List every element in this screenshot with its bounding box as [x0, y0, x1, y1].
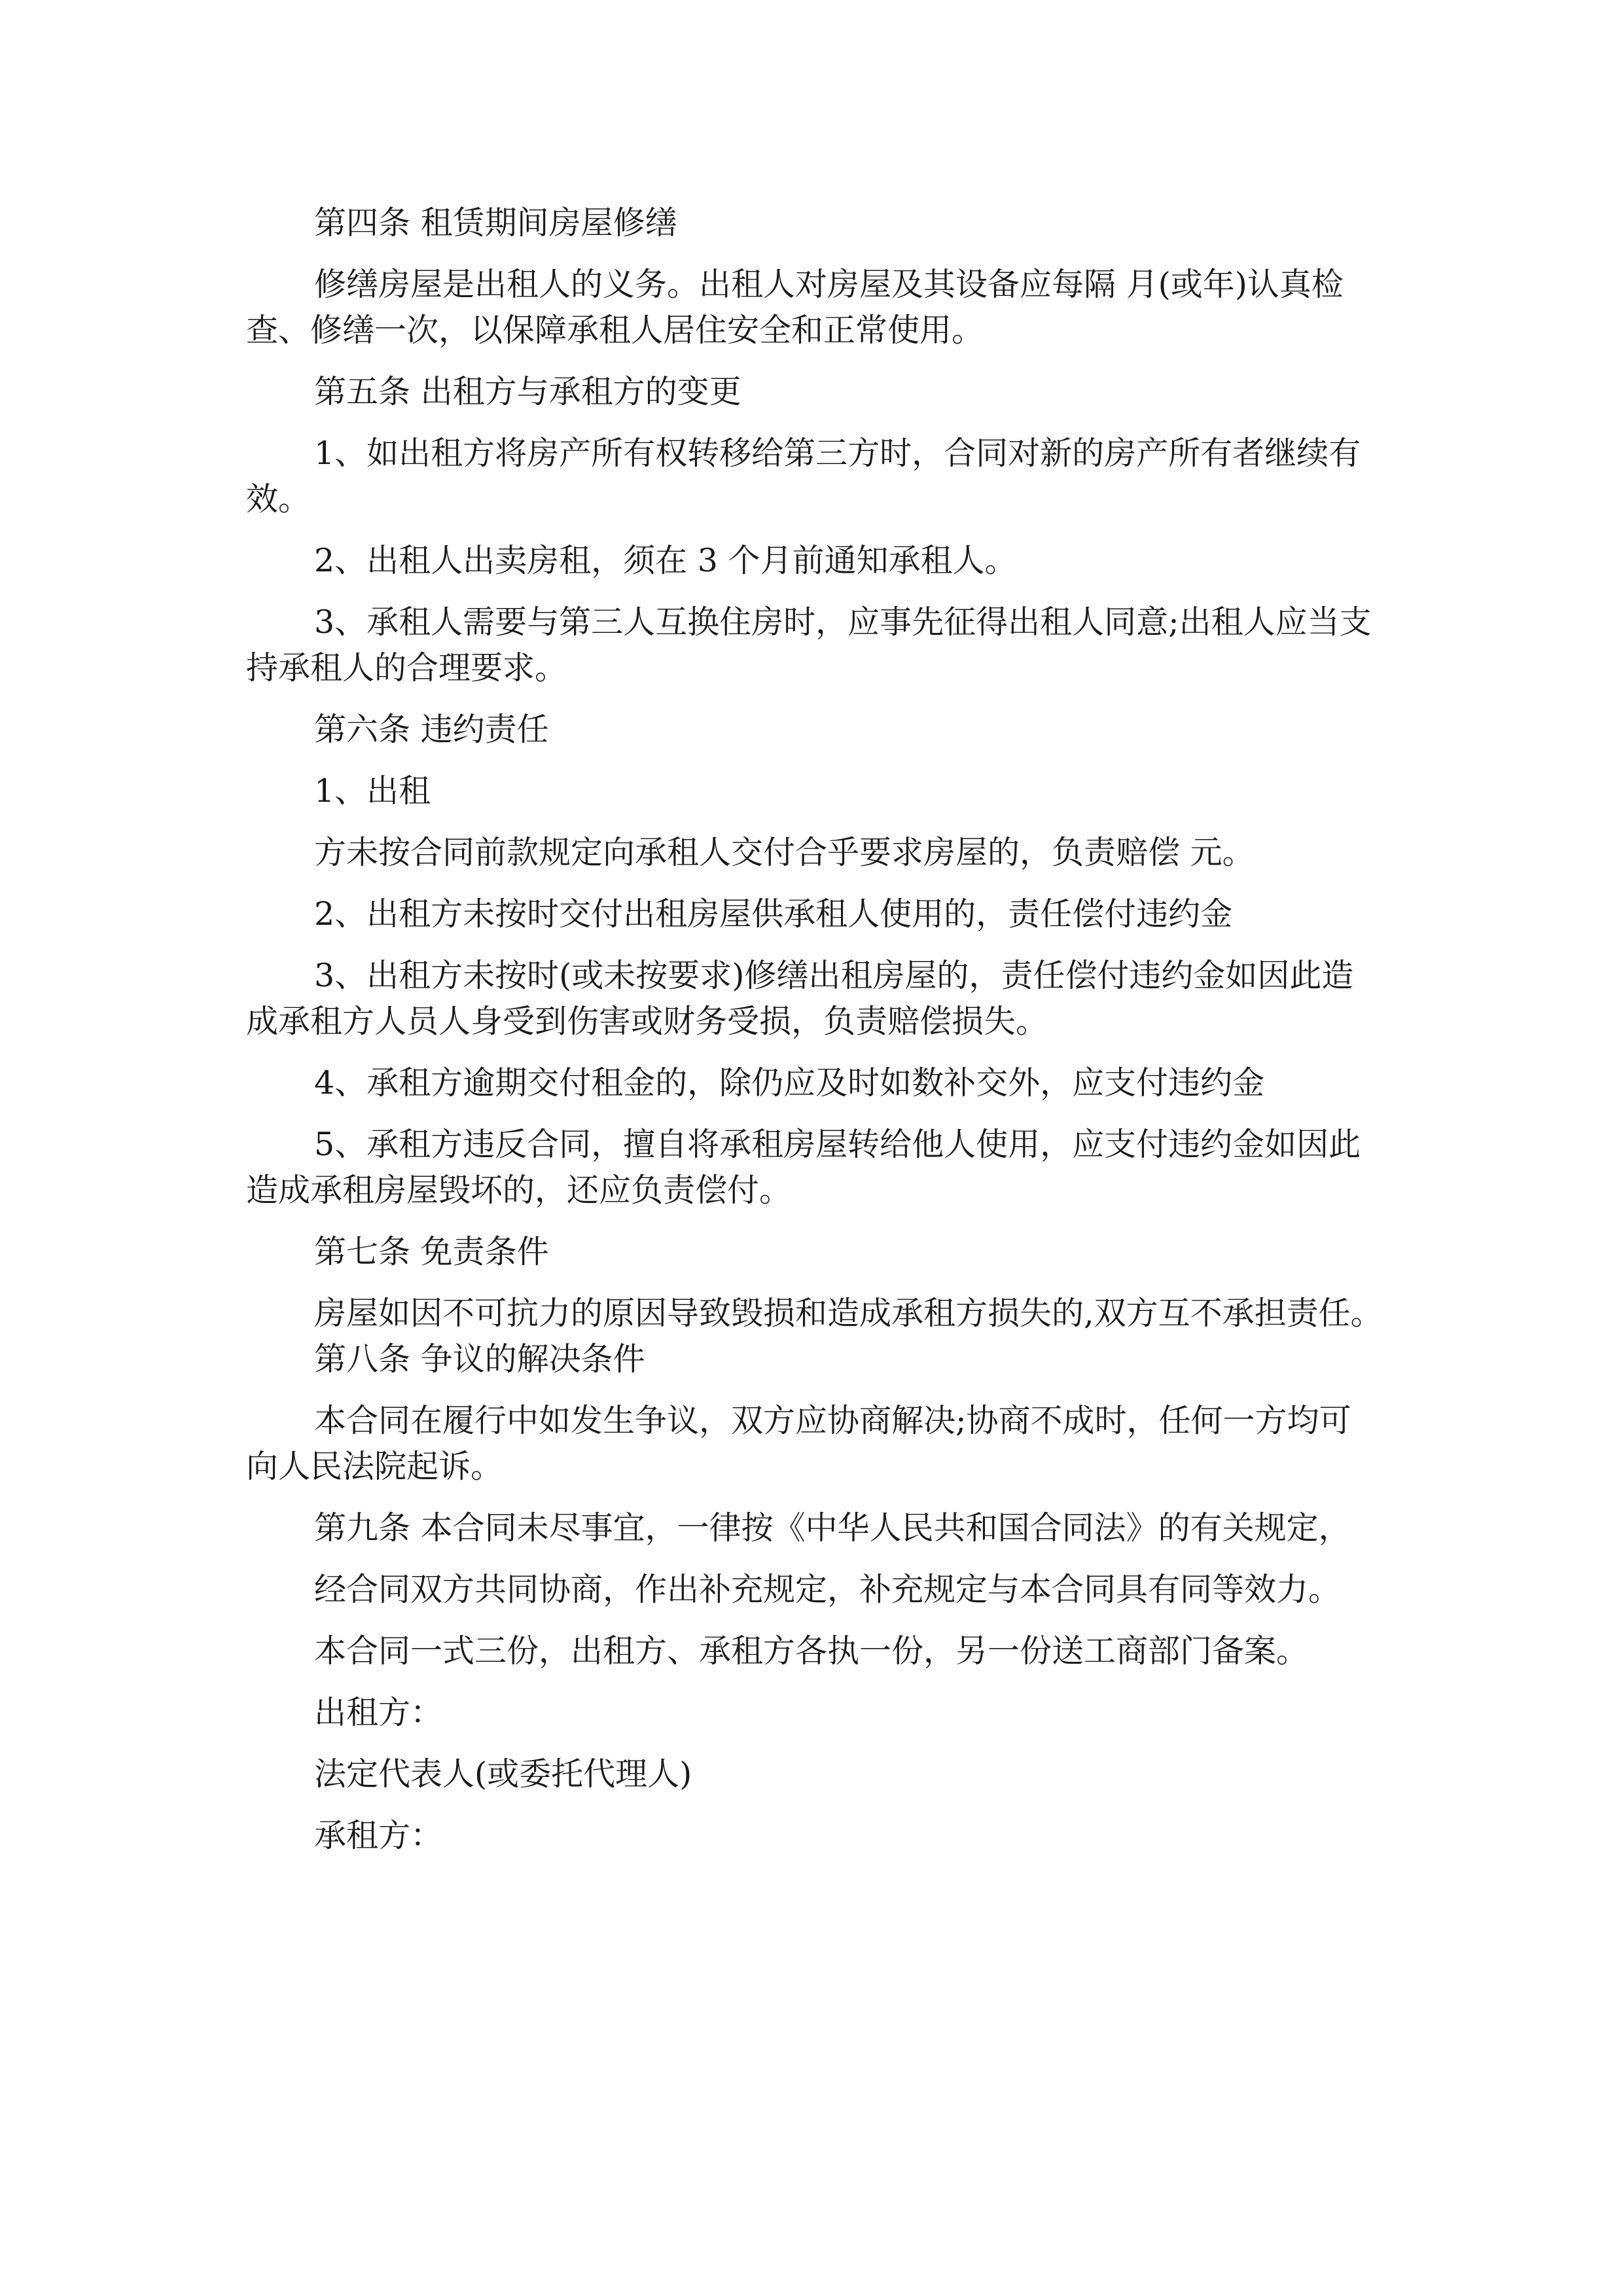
paragraph-line: 本合同一式三份，出租方、承租方各执一份，另一份送工商部门备案。 [314, 1632, 1309, 1670]
paragraph-line: 3、出租方未按时(或未按要求)修缮出租房屋的，责任偿付违约金如因此造 [314, 957, 1354, 994]
legal-representative-label: 法定代表人(或委托代理人) [314, 1755, 692, 1793]
paragraph-line: 方未按合同前款规定向承租人交付合乎要求房屋的，负责赔偿 元。 [314, 834, 1255, 871]
paragraph-line: 造成承租房屋毁坏的，还应负责偿付。 [246, 1172, 792, 1209]
paragraph-line: 2、出租人出卖房租，须在 3 个月前通知承租人。 [314, 542, 1017, 579]
article-7-heading: 第七条 免责条件 [314, 1233, 549, 1270]
lessor-signature-label: 出租方： [314, 1694, 443, 1731]
paragraph-line: 3、承租人需要与第三人互换住房时，应事先征得出租人同意;出租人应当支 [314, 603, 1372, 641]
paragraph-line: 1、如出租方将房产所有权转移给第三方时，合同对新的房产所有者继续有 [314, 435, 1361, 472]
article-4-heading: 第四条 租赁期间房屋修缮 [314, 204, 677, 242]
paragraph-line: 5、承租方违反合同，擅自将承租房屋转给他人使用，应支付违约金如因此 [314, 1126, 1361, 1163]
paragraph-line: 2、出租方未按时交付出租房屋供承租人使用的，责任偿付违约金 [314, 895, 1233, 933]
paragraph-line: 向人民法院起诉。 [246, 1448, 503, 1485]
paragraph-line: 4、承租方逾期交付租金的，除仍应及时如数补交外，应支付违约金 [314, 1064, 1265, 1102]
paragraph-line: 1、出租 [314, 772, 431, 810]
lessee-signature-label: 承租方： [314, 1817, 443, 1854]
paragraph-line: 效。 [246, 480, 311, 518]
paragraph-line: 经合同双方共同协商，作出补充规定，补充规定与本合同具有同等效力。 [314, 1571, 1341, 1608]
paragraph-line: 房屋如因不可抗力的原因导致毁损和造成承租方损失的,双方互不承担责任。 [314, 1295, 1383, 1332]
paragraph-line: 修缮房屋是出租人的义务。出租人对房屋及其设备应每隔 月(或年)认真检 [314, 266, 1344, 303]
paragraph-line: 持承租人的合理要求。 [246, 649, 567, 687]
article-8-heading: 第八条 争议的解决条件 [314, 1340, 645, 1378]
article-6-heading: 第六条 违约责任 [314, 711, 549, 748]
article-9-line: 第九条 本合同未尽事宜，一律按《中华人民共和国合同法》的有关规定， [314, 1509, 1351, 1547]
contract-text [246, 200, 1386, 1859]
paragraph-line: 本合同在履行中如发生争议，双方应协商解决;协商不成时，任何一方均可 [314, 1402, 1351, 1439]
paragraph-line: 查、修缮一次，以保障承租人居住安全和正常使用。 [246, 312, 984, 349]
article-5-heading: 第五条 出租方与承租方的变更 [314, 373, 741, 410]
paragraph-line: 成承租方人员人身受到伤害或财务受损，负责赔偿损失。 [246, 1003, 1048, 1040]
